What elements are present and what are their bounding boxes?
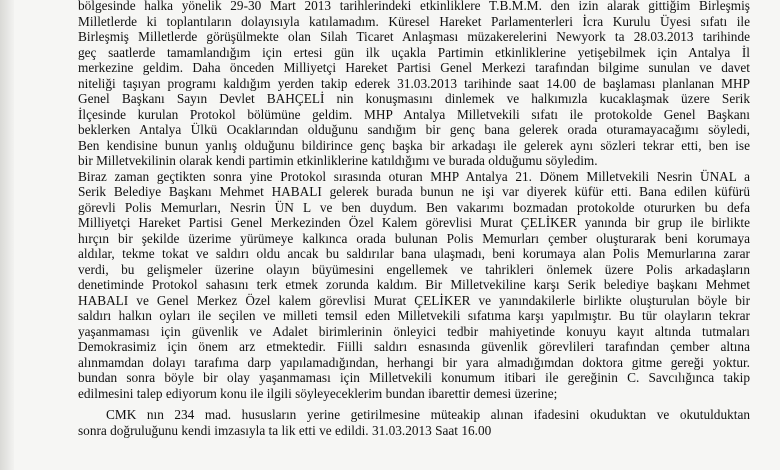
text-line: aldılar, tekme tokat ve saldırı oldu ancak bu saldırılar bana ulaşmadı, beni korumaya alan Polis Memurlarına zarar (78, 246, 750, 261)
text-line: edilmesini talep ediyorum konu ile ilgili söyleyeceklerim bundan ibarettir demesi üzerine; (78, 385, 558, 401)
text-line: bundan sonra böyle bir olay yaşanmaması için Milletvekili konumum itibari ile gereğinin C. Savcılığınca takip (78, 370, 750, 385)
text-line: Genel Başkanı Sayın Devlet BAHÇELİ nin konuşmasını dinlemek ve halkımızla kucaklaşmak üzere Serik (78, 91, 750, 106)
text-line: HABALI ve Genel Merkez Özel kalem görevlisi Murat ÇELİKER ve yanındakilerle birlikte oluşturulan böyle bir (78, 292, 750, 308)
text-line: Ben kendisine bunun yanlış olduğunu bildirince genç başka bir arkadaşı ile gelerek aynı sözleri tekrar etti, ben ise (78, 137, 750, 153)
text-line: bir Milletvekilinin olarak kendi partimin etkinliklerine katıldığımı ve burada olduğumu söyledim. (78, 153, 598, 168)
text-line: yaşanmaması için güvenlik ve Adalet birimlerinin önleyici tedbir mahiyetinde konuyu kayıt altında tutmaları (78, 323, 750, 339)
text-line: Demokrasimiz için önem arz etmektedir. Fiilli saldırı esnasında güvenlik görevlileri tarafından çember altına (78, 339, 750, 354)
text-line: Biraz zaman geçtikten sonra yine Protokol sırasında oturan MHP Antalya 21. Dönem Milletvekili Nesrin ÜNAL a (78, 168, 750, 184)
text-line: merkezine geldim. Daha önceden Milliyetçi Hareket Partisi Genel Merkezi tarafından bilgime sunulan ve davet (78, 60, 750, 75)
text-line: Birleşmiş Milletlerde görüşülmekte olan Silah Ticaret Anlaşması müzakerelerini Newyork ta 28.03.2013 tarihinde (78, 29, 750, 44)
text-line: Milletlerde ki toplantıların dolayısıyla katılamadım. Küresel Hareket Parlamenterleri İcra Kurulu Üyesi sıfatı ile (78, 13, 750, 29)
text-line: CMK nın 234 mad. hususların yerine getirilmesine müteakip alınan ifadesini okuduktan ve okutulduktan (106, 407, 750, 422)
text-line: niteliği taşıyan programı kaldığım yerden takip ederek 31.03.2013 tarihinde saat 14.00 de başlaması planlanan MHP (78, 75, 750, 91)
text-line: Serik Belediye Başkanı Mehmet HABALI gelerek burada bunun ne işi var diyerek küfür etti. Bana edilen küfürü (78, 184, 750, 199)
text-line: verdi, bu gelişmeler üzerine olayın büyümesini engellemek ve tahrikleri önlemek üzere Polis arkadaşların (78, 261, 750, 277)
text-line: sonra doğruluğunu kendi imzasıyla ta lik etti ve edildi. 31.03.2013 Saat 16.00 (78, 422, 492, 438)
text-line: İlçesinde kurulan Protokol bölümüne geldim. MHP Antalya Milletvekili sıfatı ile protokolde Genel Başkanı (78, 106, 750, 122)
text-line: görevli Polis Memurları, Nesrin ÜN L ve ben duydum. Ben vakarımı bozmadan protokolde otururken bu defa (78, 199, 750, 215)
text-line: bölgesinde halka yönelik 29-30 Mart 2013 tarihlerindeki etkinliklere T.B.M.M. den izin alarak gittiğim Birleşmiş (78, 0, 750, 13)
text-line: saldırı halkın oyları ile seçilen ve milleti temsil eden Milletvekili sıfatıma karşı yapılmıştır. Bu tür olayların tekrar (78, 308, 750, 323)
text-line: hırçın bir şekilde üzerime yürümeye kalkınca orada bulunan Polis Memurları çember oluşturarak beni korumaya (78, 230, 750, 246)
text-line: alınmamdan dolayı tarafıma darp yapılamadığından, herhangi bir yara almadığımdan doktora gitme gereği yoktur. (78, 354, 750, 370)
text-line: Milliyetçi Hareket Partisi Genel Merkezinden Özel Kalem görevlisi Murat ÇELİKER yanında bir grup ile birlikte (78, 215, 750, 230)
statement-body-text (78, 0, 750, 438)
text-line: denetiminde Protokol sahasını terk etmek zorunda kaldım. Bir Milletvekiline karşı Serik belediye başkanı Mehmet (78, 277, 750, 292)
text-line: beklerken Antalya Ülkü Ocaklarından olduğunu sandığım bir genç bana gelerek orada oturamayacağımı söyledi, (78, 122, 750, 137)
text-line: geç saatlerde tamamlandığım için ertesi gün ilk uçakla Partimin etkinliklerine yetişebilmek için Antalya İl (78, 44, 750, 60)
scan-shadow-edge (0, 0, 14, 470)
